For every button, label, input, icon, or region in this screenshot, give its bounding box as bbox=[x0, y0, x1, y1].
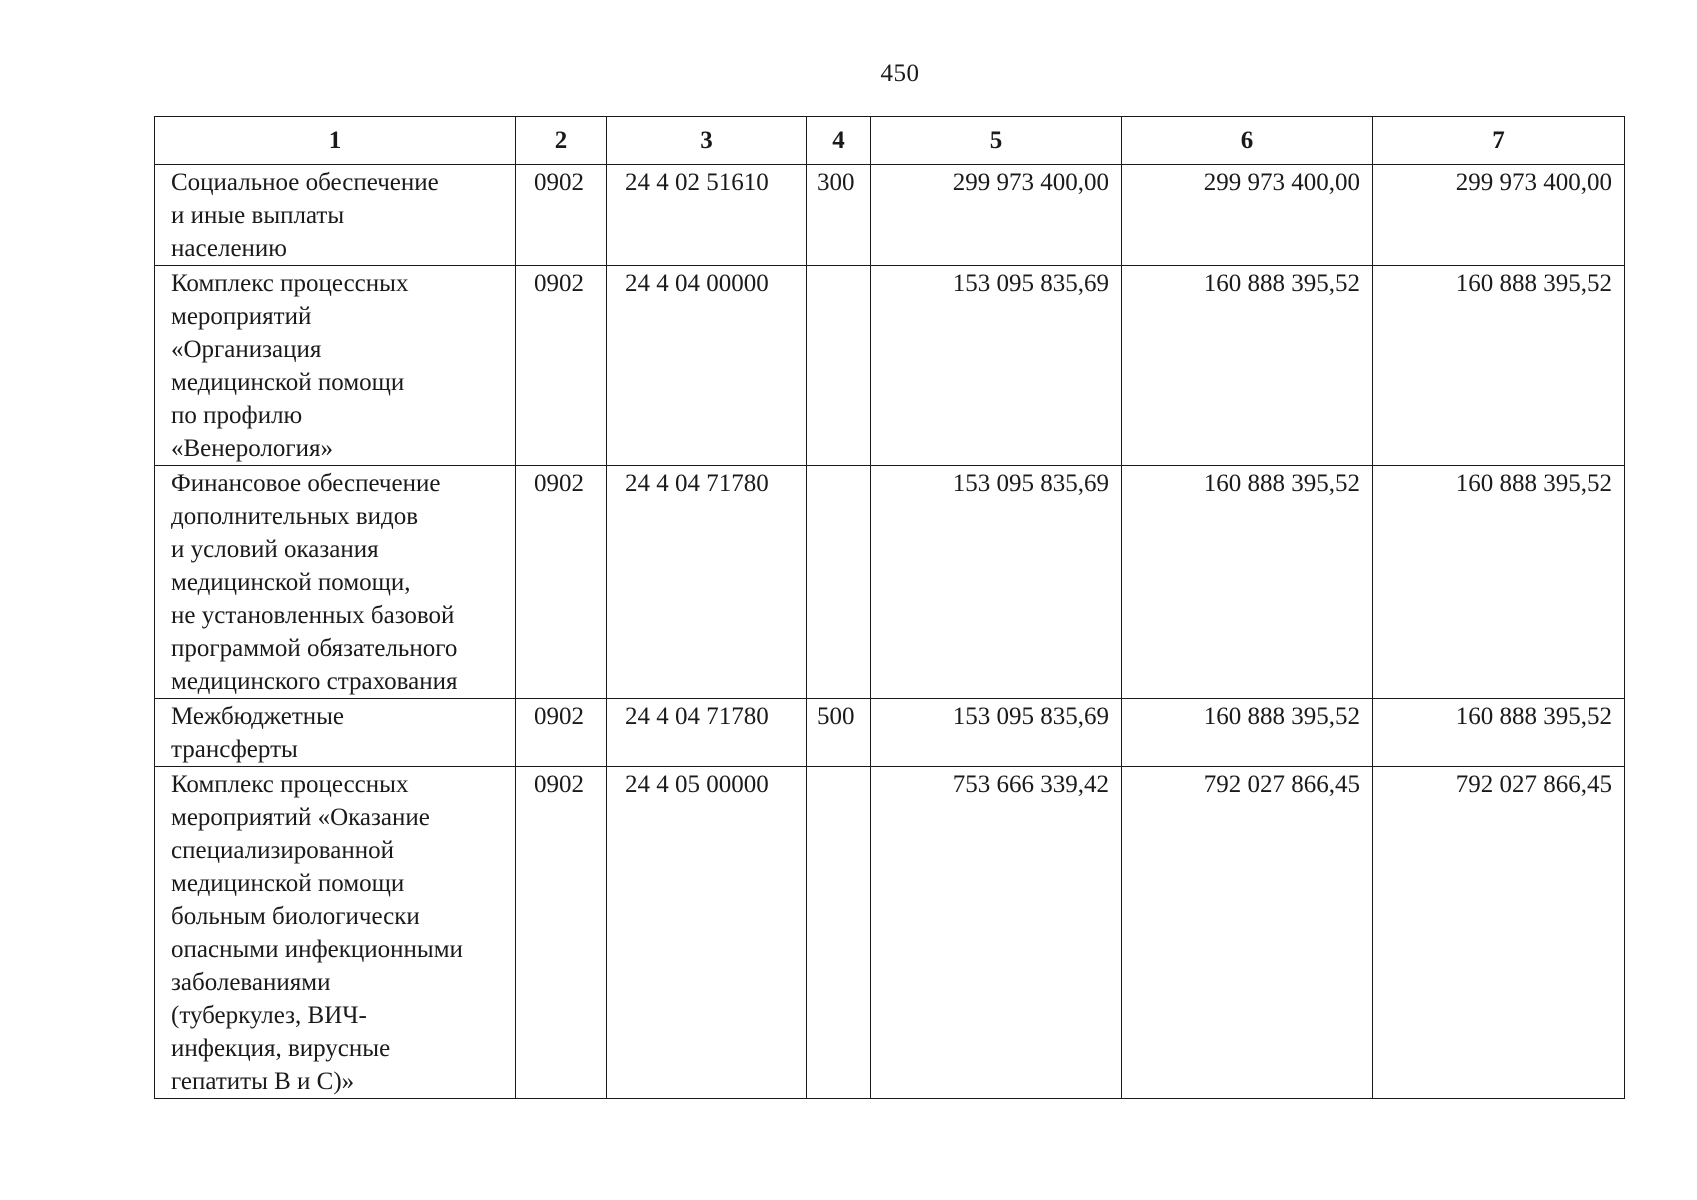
item-name-line: «Организация bbox=[171, 336, 322, 363]
item-name-line: и иные выплаты bbox=[171, 202, 345, 229]
item-name-line: медицинской помощи bbox=[171, 369, 405, 396]
amount-cell: 753 666 339,42 bbox=[871, 767, 1122, 1099]
amount-cell: 160 888 395,52 bbox=[1122, 266, 1373, 466]
section-code-cell: 0902 bbox=[516, 266, 607, 466]
item-name-line: программой обязательного bbox=[171, 635, 458, 662]
item-name-cell bbox=[155, 699, 516, 767]
item-name-line: медицинской помощи bbox=[171, 870, 405, 897]
section-code-cell: 0902 bbox=[516, 165, 607, 266]
expense-type-cell: 300 bbox=[807, 165, 871, 266]
item-name-line: гепатиты В и С)» bbox=[171, 1068, 355, 1095]
amount-cell: 160 888 395,52 bbox=[1122, 699, 1373, 767]
header-cell: 1 bbox=[155, 117, 516, 165]
item-name-line: Социальное обеспечение bbox=[171, 169, 439, 196]
expense-type-cell bbox=[807, 266, 871, 466]
item-name-line: Межбюджетные bbox=[171, 703, 345, 730]
section-code-cell: 0902 bbox=[516, 767, 607, 1099]
amount-cell: 299 973 400,00 bbox=[1122, 165, 1373, 266]
page-number: 450 bbox=[880, 60, 920, 87]
amount-cell: 153 095 835,69 bbox=[871, 699, 1122, 767]
item-name-line: населению bbox=[171, 235, 287, 262]
item-name-cell bbox=[155, 466, 516, 699]
item-name-cell bbox=[155, 767, 516, 1099]
item-name-line: дополнительных видов bbox=[171, 503, 419, 530]
item-name-line: не установленных базовой bbox=[171, 602, 455, 629]
item-name-line: больным биологически bbox=[171, 903, 420, 930]
header-row bbox=[155, 117, 1625, 165]
item-name-line: мероприятий «Оказание bbox=[171, 804, 430, 831]
table-row bbox=[155, 266, 1625, 466]
table-row bbox=[155, 165, 1625, 266]
target-code-cell: 24 4 04 71780 bbox=[607, 699, 807, 767]
item-name-line: мероприятий bbox=[171, 303, 312, 330]
target-code-cell: 24 4 04 00000 bbox=[607, 266, 807, 466]
expense-type-cell: 500 bbox=[807, 699, 871, 767]
amount-cell: 160 888 395,52 bbox=[1373, 699, 1625, 767]
item-name-line: медицинской помощи, bbox=[171, 569, 411, 596]
header-cell: 3 bbox=[607, 117, 807, 165]
table-row bbox=[155, 699, 1625, 767]
item-name-line: медицинского страхования bbox=[171, 668, 458, 695]
item-name-line: Комплекс процессных bbox=[171, 270, 409, 297]
item-name-line: Финансовое обеспечение bbox=[171, 470, 441, 497]
item-name-line: инфекция, вирусные bbox=[171, 1035, 391, 1062]
item-name-line: и условий оказания bbox=[171, 536, 379, 563]
amount-cell: 153 095 835,69 bbox=[871, 466, 1122, 699]
item-name-line: опасными инфекционными bbox=[171, 936, 463, 963]
item-name-line: трансферты bbox=[171, 736, 298, 763]
item-name-line: заболеваниями bbox=[171, 969, 331, 996]
item-name-line: специализированной bbox=[171, 837, 394, 864]
budget-table bbox=[154, 116, 1625, 1099]
amount-cell: 160 888 395,52 bbox=[1373, 466, 1625, 699]
section-code-cell: 0902 bbox=[516, 466, 607, 699]
expense-type-cell bbox=[807, 767, 871, 1099]
amount-cell: 160 888 395,52 bbox=[1122, 466, 1373, 699]
amount-cell: 160 888 395,52 bbox=[1373, 266, 1625, 466]
expense-type-cell bbox=[807, 466, 871, 699]
section-code-cell: 0902 bbox=[516, 699, 607, 767]
header-cell: 2 bbox=[516, 117, 607, 165]
item-name-line: Комплекс процессных bbox=[171, 771, 409, 798]
item-name-cell bbox=[155, 165, 516, 266]
header-cell: 6 bbox=[1122, 117, 1373, 165]
header-cell: 5 bbox=[871, 117, 1122, 165]
amount-cell: 153 095 835,69 bbox=[871, 266, 1122, 466]
item-name-line: по профилю bbox=[171, 402, 303, 429]
item-name-cell bbox=[155, 266, 516, 466]
header-cell: 4 bbox=[807, 117, 871, 165]
amount-cell: 792 027 866,45 bbox=[1122, 767, 1373, 1099]
table-row bbox=[155, 466, 1625, 699]
target-code-cell: 24 4 04 71780 bbox=[607, 466, 807, 699]
target-code-cell: 24 4 05 00000 bbox=[607, 767, 807, 1099]
item-name-line: «Венерология» bbox=[171, 435, 334, 462]
amount-cell: 299 973 400,00 bbox=[871, 165, 1122, 266]
table-row bbox=[155, 767, 1625, 1099]
amount-cell: 792 027 866,45 bbox=[1373, 767, 1625, 1099]
target-code-cell: 24 4 02 51610 bbox=[607, 165, 807, 266]
item-name-line: (туберкулез, ВИЧ- bbox=[171, 1002, 367, 1029]
header-cell: 7 bbox=[1373, 117, 1625, 165]
amount-cell: 299 973 400,00 bbox=[1373, 165, 1625, 266]
